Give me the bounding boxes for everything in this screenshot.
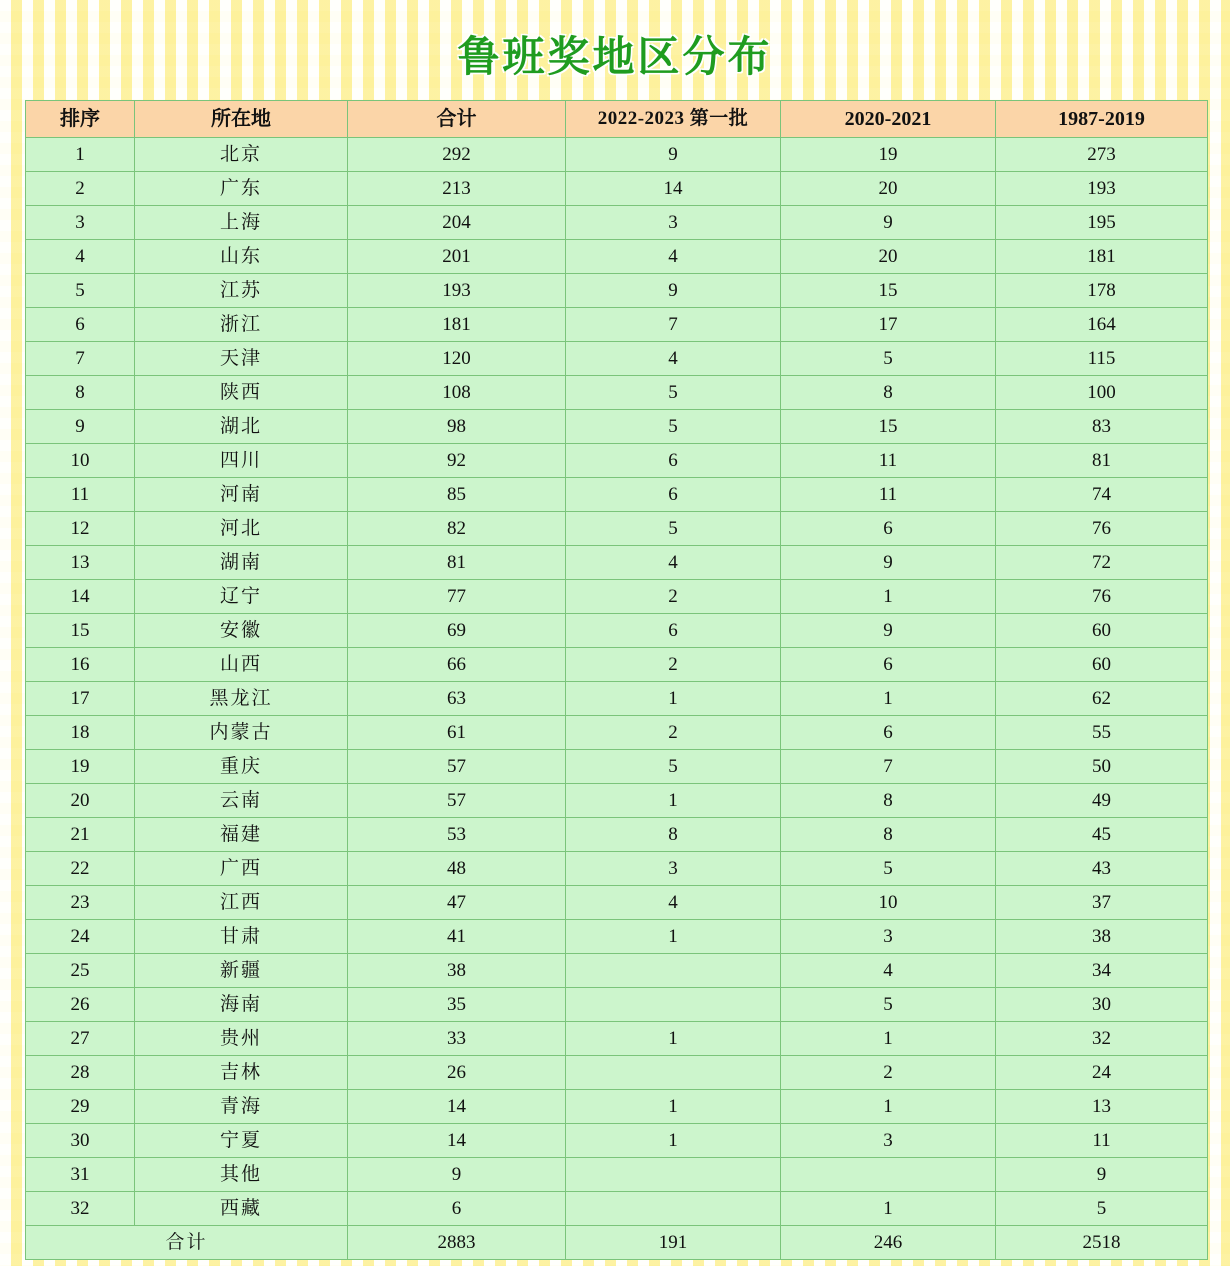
cell-rank: 23 bbox=[26, 886, 135, 920]
cell-total: 26 bbox=[348, 1056, 566, 1090]
cell-rank: 19 bbox=[26, 750, 135, 784]
cell-rank: 17 bbox=[26, 682, 135, 716]
cell-batch1: 1 bbox=[566, 682, 781, 716]
cell-2020-2021: 20 bbox=[781, 172, 996, 206]
table-row bbox=[26, 546, 1208, 580]
cell-2020-2021: 1 bbox=[781, 682, 996, 716]
cell-2020-2021: 4 bbox=[781, 954, 996, 988]
cell-2020-2021: 6 bbox=[781, 648, 996, 682]
cell-rank: 21 bbox=[26, 818, 135, 852]
cell-1987-2019: 11 bbox=[996, 1124, 1208, 1158]
cell-batch1 bbox=[566, 1158, 781, 1192]
cell-rank: 4 bbox=[26, 240, 135, 274]
cell-region: 贵州 bbox=[135, 1022, 348, 1056]
cell-region: 海南 bbox=[135, 988, 348, 1022]
cell-total: 41 bbox=[348, 920, 566, 954]
cell-1987-2019: 74 bbox=[996, 478, 1208, 512]
cell-region: 天津 bbox=[135, 342, 348, 376]
cell-region: 湖南 bbox=[135, 546, 348, 580]
cell-total: 63 bbox=[348, 682, 566, 716]
cell-2020-2021: 8 bbox=[781, 784, 996, 818]
cell-1987-2019: 195 bbox=[996, 206, 1208, 240]
cell-2020-2021: 1 bbox=[781, 580, 996, 614]
cell-2020-2021: 11 bbox=[781, 478, 996, 512]
column-header-rank: 排序 bbox=[26, 101, 135, 138]
cell-batch1: 5 bbox=[566, 410, 781, 444]
cell-batch1: 4 bbox=[566, 546, 781, 580]
cell-total: 108 bbox=[348, 376, 566, 410]
cell-batch1: 4 bbox=[566, 342, 781, 376]
cell-total: 120 bbox=[348, 342, 566, 376]
cell-batch1 bbox=[566, 1192, 781, 1226]
cell-1987-2019: 38 bbox=[996, 920, 1208, 954]
table-row bbox=[26, 1056, 1208, 1090]
cell-batch1: 1 bbox=[566, 1022, 781, 1056]
cell-total: 204 bbox=[348, 206, 566, 240]
table-row bbox=[26, 750, 1208, 784]
table-row bbox=[26, 138, 1208, 172]
cell-batch1: 14 bbox=[566, 172, 781, 206]
cell-total: 201 bbox=[348, 240, 566, 274]
cell-batch1: 3 bbox=[566, 852, 781, 886]
cell-rank: 16 bbox=[26, 648, 135, 682]
table-body bbox=[26, 138, 1208, 1260]
cell-2020-2021: 19 bbox=[781, 138, 996, 172]
cell-2020-2021: 8 bbox=[781, 818, 996, 852]
cell-region: 西藏 bbox=[135, 1192, 348, 1226]
cell-total: 14 bbox=[348, 1124, 566, 1158]
table-row bbox=[26, 818, 1208, 852]
cell-rank: 11 bbox=[26, 478, 135, 512]
cell-region: 广西 bbox=[135, 852, 348, 886]
column-header-2022-2023-batch1: 2022-2023 第一批 bbox=[566, 101, 781, 138]
cell-total: 213 bbox=[348, 172, 566, 206]
table-header bbox=[26, 101, 1208, 138]
cell-total: 181 bbox=[348, 308, 566, 342]
cell-1987-2019: 24 bbox=[996, 1056, 1208, 1090]
cell-1987-2019: 60 bbox=[996, 648, 1208, 682]
cell-total: 92 bbox=[348, 444, 566, 478]
table-row bbox=[26, 206, 1208, 240]
cell-1987-2019: 37 bbox=[996, 886, 1208, 920]
cell-batch1: 9 bbox=[566, 274, 781, 308]
cell-total: 193 bbox=[348, 274, 566, 308]
cell-total: 53 bbox=[348, 818, 566, 852]
cell-batch1: 3 bbox=[566, 206, 781, 240]
table-row bbox=[26, 240, 1208, 274]
table-row bbox=[26, 580, 1208, 614]
award-distribution-table bbox=[25, 100, 1208, 1260]
cell-batch1 bbox=[566, 1056, 781, 1090]
cell-region: 重庆 bbox=[135, 750, 348, 784]
cell-rank: 7 bbox=[26, 342, 135, 376]
award-table-wrap bbox=[25, 100, 1207, 1260]
cell-rank: 12 bbox=[26, 512, 135, 546]
cell-region: 福建 bbox=[135, 818, 348, 852]
cell-region: 宁夏 bbox=[135, 1124, 348, 1158]
cell-region: 辽宁 bbox=[135, 580, 348, 614]
cell-batch1: 7 bbox=[566, 308, 781, 342]
cell-total: 57 bbox=[348, 784, 566, 818]
cell-region: 陕西 bbox=[135, 376, 348, 410]
cell-total: 81 bbox=[348, 546, 566, 580]
cell-region: 河北 bbox=[135, 512, 348, 546]
cell-region: 浙江 bbox=[135, 308, 348, 342]
cell-2020-2021: 8 bbox=[781, 376, 996, 410]
cell-1987-2019: 34 bbox=[996, 954, 1208, 988]
table-row bbox=[26, 444, 1208, 478]
cell-1987-2019: 164 bbox=[996, 308, 1208, 342]
table-row bbox=[26, 648, 1208, 682]
cell-2020-2021: 20 bbox=[781, 240, 996, 274]
cell-1987-2019: 76 bbox=[996, 512, 1208, 546]
cell-rank: 24 bbox=[26, 920, 135, 954]
cell-batch1: 2 bbox=[566, 648, 781, 682]
cell-batch1: 5 bbox=[566, 750, 781, 784]
cell-rank: 1 bbox=[26, 138, 135, 172]
table-row bbox=[26, 988, 1208, 1022]
table-row bbox=[26, 784, 1208, 818]
cell-2020-2021: 7 bbox=[781, 750, 996, 784]
cell-batch1: 5 bbox=[566, 376, 781, 410]
cell-batch1: 1 bbox=[566, 1090, 781, 1124]
cell-batch1: 9 bbox=[566, 138, 781, 172]
page-title-wrap bbox=[0, 24, 1230, 84]
cell-rank: 8 bbox=[26, 376, 135, 410]
cell-batch1 bbox=[566, 954, 781, 988]
cell-2020-2021: 5 bbox=[781, 342, 996, 376]
cell-batch1: 1 bbox=[566, 1124, 781, 1158]
cell-rank: 25 bbox=[26, 954, 135, 988]
cell-total: 48 bbox=[348, 852, 566, 886]
cell-total: 57 bbox=[348, 750, 566, 784]
cell-1987-2019: 30 bbox=[996, 988, 1208, 1022]
cell-1987-2019: 178 bbox=[996, 274, 1208, 308]
cell-2020-2021: 5 bbox=[781, 852, 996, 886]
cell-1987-2019: 9 bbox=[996, 1158, 1208, 1192]
cell-batch1: 1 bbox=[566, 920, 781, 954]
cell-region: 安徽 bbox=[135, 614, 348, 648]
table-row bbox=[26, 308, 1208, 342]
cell-region: 上海 bbox=[135, 206, 348, 240]
cell-region: 新疆 bbox=[135, 954, 348, 988]
table-row bbox=[26, 614, 1208, 648]
table-row bbox=[26, 478, 1208, 512]
page-title: 鲁班奖地区分布 bbox=[457, 33, 773, 80]
cell-1987-2019: 76 bbox=[996, 580, 1208, 614]
table-row bbox=[26, 716, 1208, 750]
table-row bbox=[26, 512, 1208, 546]
cell-rank: 18 bbox=[26, 716, 135, 750]
table-row bbox=[26, 1192, 1208, 1226]
cell-region: 吉林 bbox=[135, 1056, 348, 1090]
table-row bbox=[26, 342, 1208, 376]
cell-1987-2019: 62 bbox=[996, 682, 1208, 716]
cell-total: 61 bbox=[348, 716, 566, 750]
cell-rank: 6 bbox=[26, 308, 135, 342]
cell-rank: 5 bbox=[26, 274, 135, 308]
cell-batch1: 2 bbox=[566, 580, 781, 614]
cell-batch1: 6 bbox=[566, 614, 781, 648]
total-label: 合计 bbox=[26, 1226, 348, 1260]
cell-region: 青海 bbox=[135, 1090, 348, 1124]
cell-rank: 14 bbox=[26, 580, 135, 614]
cell-total: 14 bbox=[348, 1090, 566, 1124]
cell-region: 黑龙江 bbox=[135, 682, 348, 716]
cell-batch1 bbox=[566, 988, 781, 1022]
cell-2020-2021: 3 bbox=[781, 920, 996, 954]
cell-1987-2019: 193 bbox=[996, 172, 1208, 206]
cell-total: 85 bbox=[348, 478, 566, 512]
cell-rank: 30 bbox=[26, 1124, 135, 1158]
cell-2020-2021: 1 bbox=[781, 1192, 996, 1226]
table-row bbox=[26, 920, 1208, 954]
cell-total: 66 bbox=[348, 648, 566, 682]
total-2020-2021: 246 bbox=[781, 1226, 996, 1260]
cell-region: 湖北 bbox=[135, 410, 348, 444]
cell-region: 江苏 bbox=[135, 274, 348, 308]
table-row bbox=[26, 376, 1208, 410]
cell-rank: 27 bbox=[26, 1022, 135, 1056]
cell-1987-2019: 45 bbox=[996, 818, 1208, 852]
cell-region: 山东 bbox=[135, 240, 348, 274]
cell-total: 98 bbox=[348, 410, 566, 444]
cell-1987-2019: 13 bbox=[996, 1090, 1208, 1124]
cell-rank: 2 bbox=[26, 172, 135, 206]
cell-2020-2021: 1 bbox=[781, 1022, 996, 1056]
cell-total: 69 bbox=[348, 614, 566, 648]
column-header-total: 合计 bbox=[348, 101, 566, 138]
cell-batch1: 2 bbox=[566, 716, 781, 750]
cell-rank: 3 bbox=[26, 206, 135, 240]
column-header-2020-2021: 2020-2021 bbox=[781, 101, 996, 138]
cell-2020-2021: 11 bbox=[781, 444, 996, 478]
cell-rank: 13 bbox=[26, 546, 135, 580]
cell-region: 内蒙古 bbox=[135, 716, 348, 750]
cell-total: 38 bbox=[348, 954, 566, 988]
cell-rank: 28 bbox=[26, 1056, 135, 1090]
cell-1987-2019: 273 bbox=[996, 138, 1208, 172]
cell-1987-2019: 72 bbox=[996, 546, 1208, 580]
cell-rank: 10 bbox=[26, 444, 135, 478]
cell-1987-2019: 81 bbox=[996, 444, 1208, 478]
cell-rank: 31 bbox=[26, 1158, 135, 1192]
cell-2020-2021: 15 bbox=[781, 274, 996, 308]
table-row bbox=[26, 1124, 1208, 1158]
cell-1987-2019: 5 bbox=[996, 1192, 1208, 1226]
cell-1987-2019: 49 bbox=[996, 784, 1208, 818]
cell-rank: 20 bbox=[26, 784, 135, 818]
table-row bbox=[26, 1158, 1208, 1192]
cell-2020-2021: 6 bbox=[781, 512, 996, 546]
cell-total: 9 bbox=[348, 1158, 566, 1192]
cell-2020-2021 bbox=[781, 1158, 996, 1192]
cell-rank: 26 bbox=[26, 988, 135, 1022]
cell-rank: 9 bbox=[26, 410, 135, 444]
table-total-row bbox=[26, 1226, 1208, 1260]
column-header-1987-2019: 1987-2019 bbox=[996, 101, 1208, 138]
table-row bbox=[26, 682, 1208, 716]
cell-region: 北京 bbox=[135, 138, 348, 172]
cell-1987-2019: 50 bbox=[996, 750, 1208, 784]
cell-region: 甘肃 bbox=[135, 920, 348, 954]
cell-1987-2019: 60 bbox=[996, 614, 1208, 648]
total-1987-2019: 2518 bbox=[996, 1226, 1208, 1260]
cell-total: 292 bbox=[348, 138, 566, 172]
cell-2020-2021: 5 bbox=[781, 988, 996, 1022]
cell-2020-2021: 9 bbox=[781, 206, 996, 240]
cell-2020-2021: 1 bbox=[781, 1090, 996, 1124]
cell-2020-2021: 6 bbox=[781, 716, 996, 750]
table-row bbox=[26, 274, 1208, 308]
cell-region: 四川 bbox=[135, 444, 348, 478]
cell-2020-2021: 10 bbox=[781, 886, 996, 920]
cell-batch1: 8 bbox=[566, 818, 781, 852]
cell-2020-2021: 17 bbox=[781, 308, 996, 342]
table-header-row bbox=[26, 101, 1208, 138]
cell-2020-2021: 3 bbox=[781, 1124, 996, 1158]
table-row bbox=[26, 410, 1208, 444]
cell-1987-2019: 43 bbox=[996, 852, 1208, 886]
cell-total: 6 bbox=[348, 1192, 566, 1226]
cell-batch1: 4 bbox=[566, 240, 781, 274]
cell-rank: 22 bbox=[26, 852, 135, 886]
cell-2020-2021: 9 bbox=[781, 614, 996, 648]
cell-batch1: 6 bbox=[566, 478, 781, 512]
table-row bbox=[26, 886, 1208, 920]
cell-total: 77 bbox=[348, 580, 566, 614]
cell-region: 云南 bbox=[135, 784, 348, 818]
total-batch1: 191 bbox=[566, 1226, 781, 1260]
cell-1987-2019: 83 bbox=[996, 410, 1208, 444]
cell-region: 江西 bbox=[135, 886, 348, 920]
cell-rank: 15 bbox=[26, 614, 135, 648]
cell-1987-2019: 181 bbox=[996, 240, 1208, 274]
cell-total: 35 bbox=[348, 988, 566, 1022]
cell-1987-2019: 32 bbox=[996, 1022, 1208, 1056]
table-row bbox=[26, 1022, 1208, 1056]
cell-total: 33 bbox=[348, 1022, 566, 1056]
cell-2020-2021: 2 bbox=[781, 1056, 996, 1090]
cell-2020-2021: 9 bbox=[781, 546, 996, 580]
total-sum: 2883 bbox=[348, 1226, 566, 1260]
cell-region: 其他 bbox=[135, 1158, 348, 1192]
table-row bbox=[26, 1090, 1208, 1124]
table-row bbox=[26, 852, 1208, 886]
cell-batch1: 4 bbox=[566, 886, 781, 920]
cell-1987-2019: 100 bbox=[996, 376, 1208, 410]
cell-region: 河南 bbox=[135, 478, 348, 512]
table-row bbox=[26, 172, 1208, 206]
cell-total: 47 bbox=[348, 886, 566, 920]
cell-2020-2021: 15 bbox=[781, 410, 996, 444]
cell-batch1: 1 bbox=[566, 784, 781, 818]
cell-batch1: 5 bbox=[566, 512, 781, 546]
cell-1987-2019: 55 bbox=[996, 716, 1208, 750]
table-row bbox=[26, 954, 1208, 988]
cell-1987-2019: 115 bbox=[996, 342, 1208, 376]
cell-rank: 29 bbox=[26, 1090, 135, 1124]
cell-batch1: 6 bbox=[566, 444, 781, 478]
column-header-region: 所在地 bbox=[135, 101, 348, 138]
cell-region: 山西 bbox=[135, 648, 348, 682]
cell-region: 广东 bbox=[135, 172, 348, 206]
cell-total: 82 bbox=[348, 512, 566, 546]
cell-rank: 32 bbox=[26, 1192, 135, 1226]
